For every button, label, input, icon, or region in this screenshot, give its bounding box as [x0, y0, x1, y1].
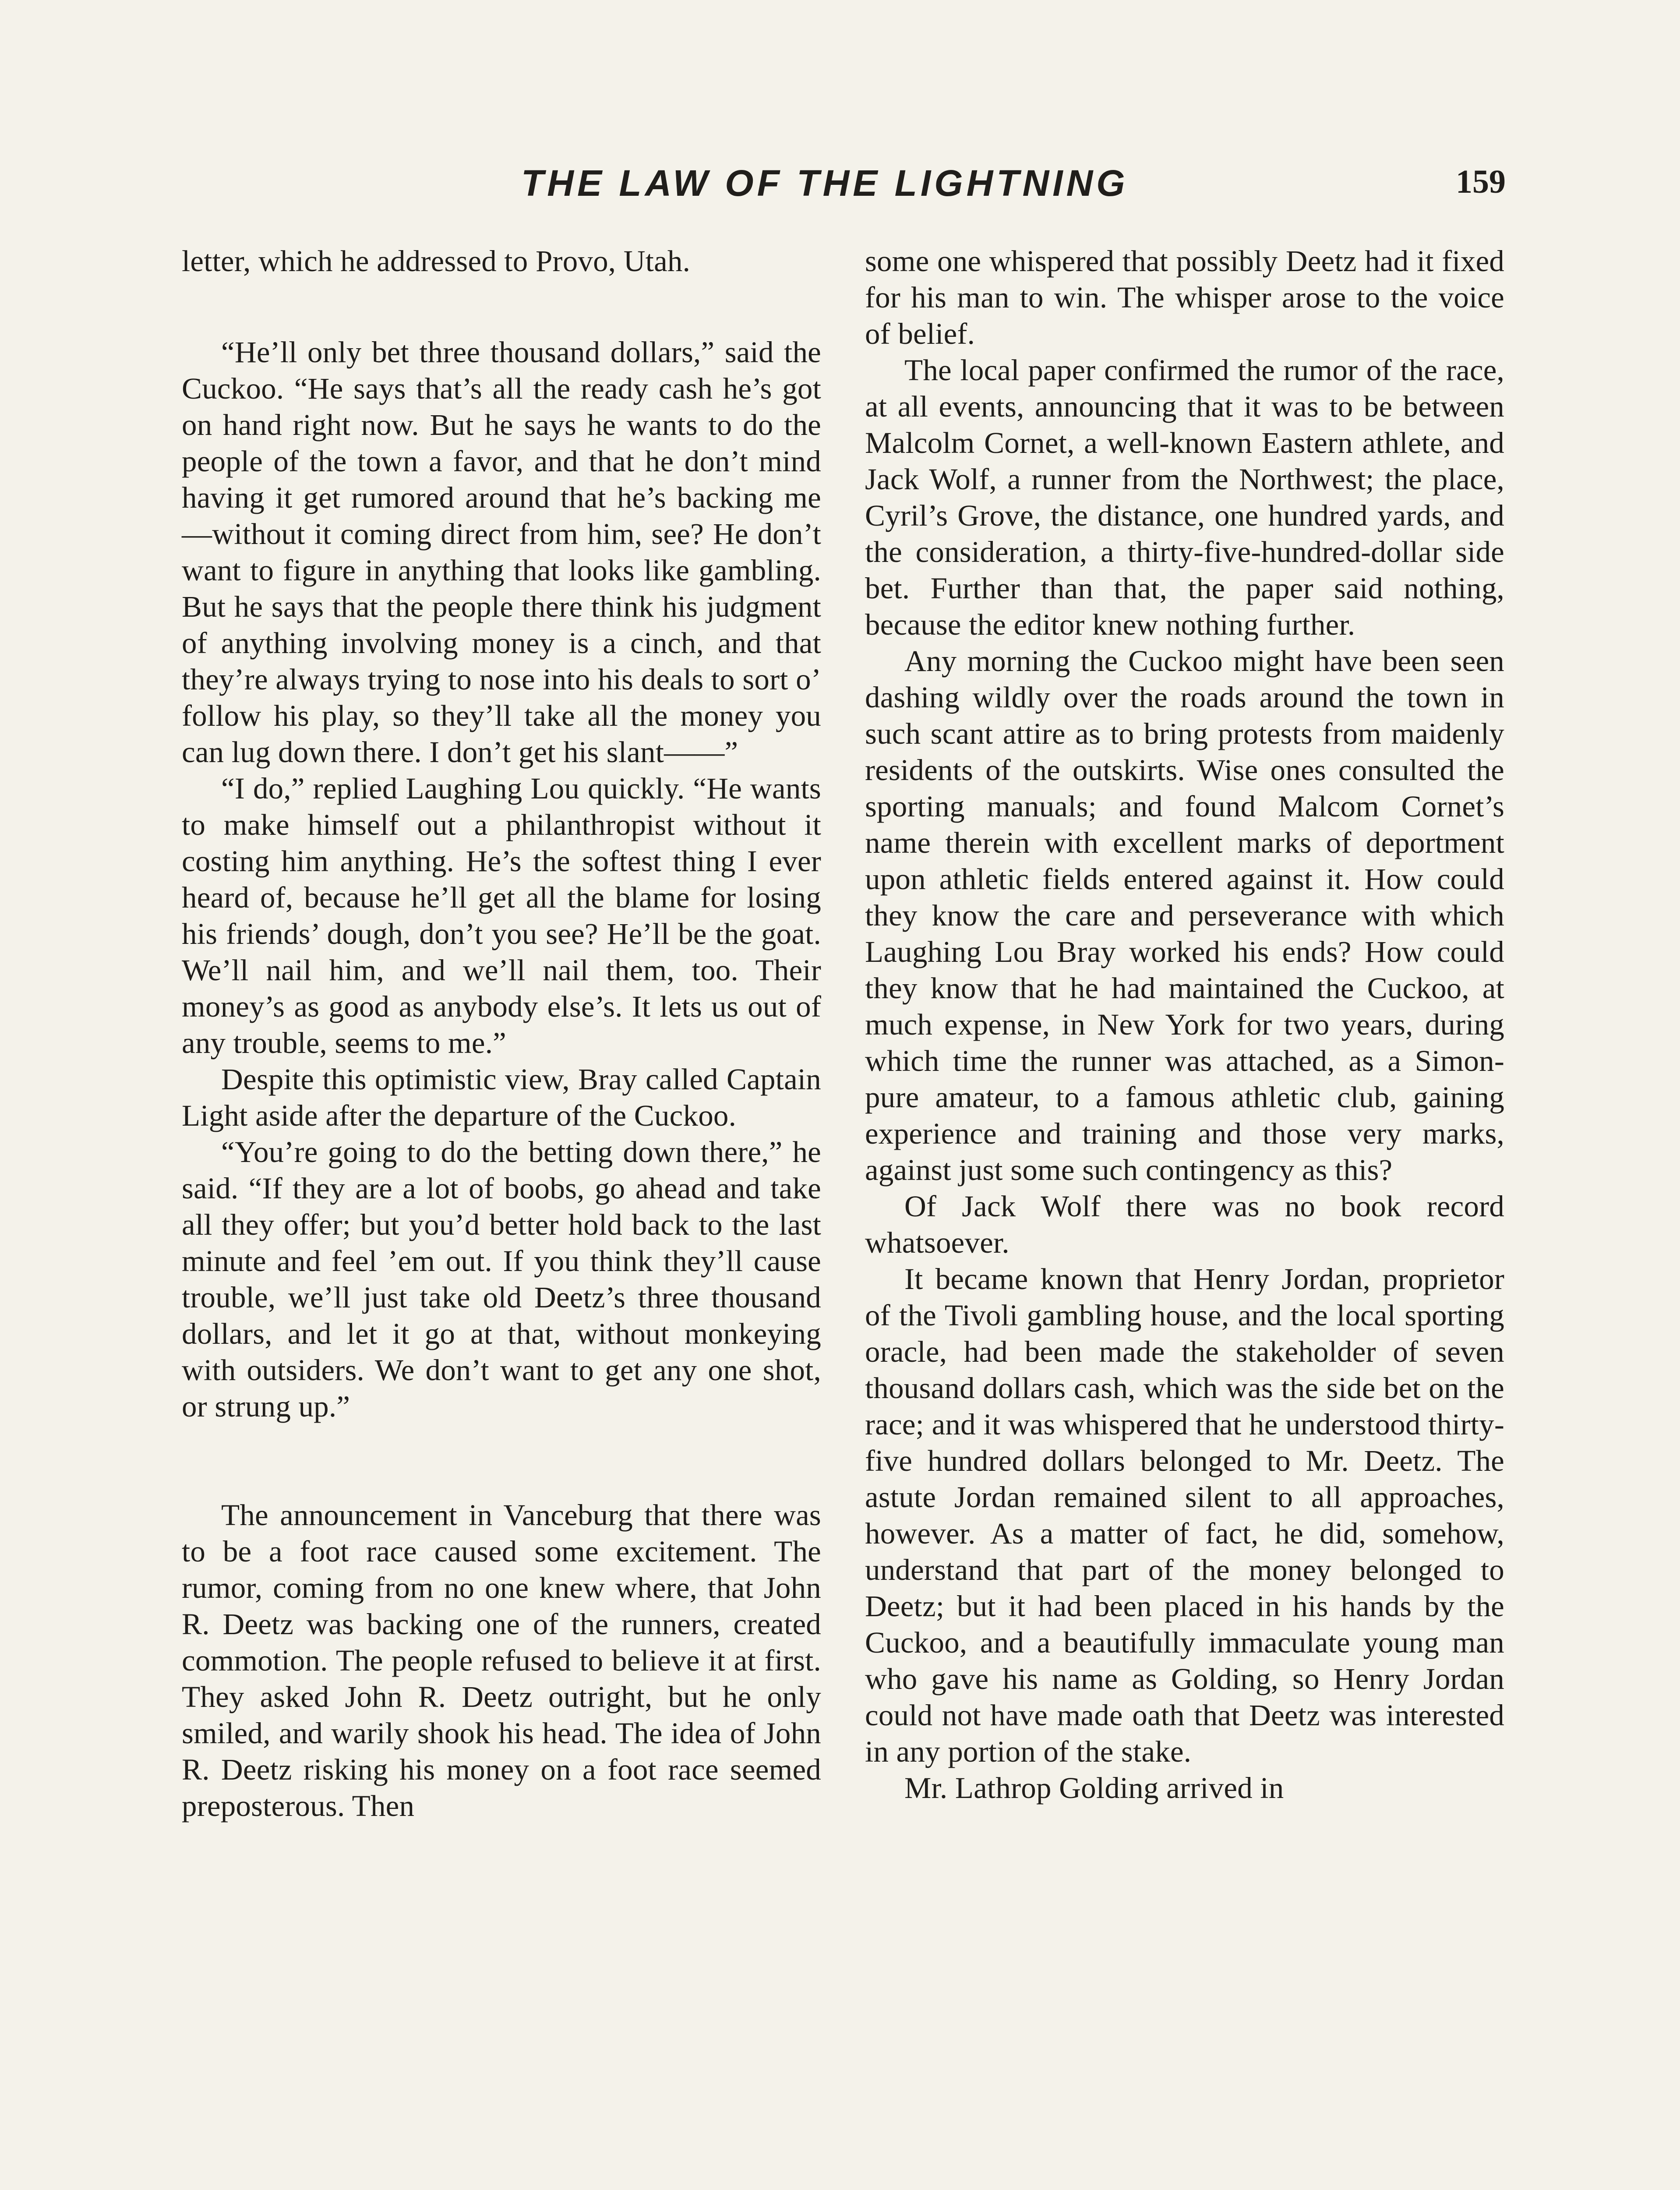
paragraph: The local paper confirmed the rumor of the race, at all events, announcing that it was to be between Malcolm Cornet, a well-known Eastern athlete, and Jack Wolf, a runner from the Northwest; the place, Cyril’s Grove, the distance, one hundred yards, and the consideration, a thirty-five-hundred-dollar side bet. Further than that, the paper said nothing, because the editor knew nothing further. — [865, 353, 1504, 641]
paragraph: Any morning the Cuckoo might have been seen dashing wildly over the roads around the town in such scant attire as to bring protests from maidenly residents of the outskirts. Wise ones consulted the sporting manuals; and found Malcom Cornet’s name therein with excellent marks of deportment upon athletic fields entered against it. How could they know the care and perseverance with which Laughing Lou Bray worked his ends? How could they know that he had maintained the Cuckoo, at much expense, in New York for two years, during which time the runner was attached, as a Simon-pure amateur, to a famous athletic club, gaining experience and training and those very marks, against just some such contingency as this? — [865, 644, 1504, 1187]
paragraph: “I do,” replied Laughing Lou quickly. “He wants to make himself out a philanthropist without it costing him anything. He’s the softest thing I ever heard of, because he’ll get all the blame for losing his friends’ dough, don’t you see? He’ll be the goat. We’ll nail him, and we’ll nail them, too. Their money’s as good as anybody else’s. It lets us out of any trouble, seems to me.” — [182, 772, 821, 1060]
running-title: THE LAW OF THE LIGHTNING — [521, 162, 1129, 204]
paragraph: “He’ll only bet three thousand dollars,” said the Cuckoo. “He says that’s all the ready cash he’s got on hand right now. But he says he wants to do the people of the town a favor, and that he don’t mind having it get rumored around that he’s backing me—without it coming direct from him, see? He don’t want to figure in anything that looks like gambling. But he says that the people there think his judgment of anything involving money is a cinch, and that they’re always trying to nose into his deals to sort o’ follow his play, so they’ll take all the money you can lug down there. I don’t get his slant——” — [182, 336, 821, 769]
paragraph: Despite this optimistic view, Bray called Captain Light aside after the departure of the Cuckoo. — [182, 1063, 821, 1132]
paragraph: It became known that Henry Jordan, proprietor of the Tivoli gambling house, and the local sporting oracle, had been made the stakeholder of seven thousand dollars cash, which was the side bet on the race; and it was whispered that he understood thirty-five hundred dollars belonged to Mr. Deetz. The astute Jordan remained silent to all approaches, however. As a matter of fact, he did, somehow, understand that part of the money belonged to Deetz; but it had been placed in his hands by the Cuckoo, and a beautifully immaculate young man who gave his name as Golding, so Henry Jordan could not have made oath that Deetz was interested in any portion of the stake. — [865, 1262, 1504, 1768]
paragraph: The announcement in Vanceburg that there was to be a foot race caused some excitement. The rumor, coming from no one knew where, that John R. Deetz was backing one of the runners, created commotion. The people refused to believe it at first. They asked John R. Deetz outright, but he only smiled, and warily shook his head. The idea of John R. Deetz risking his money on a foot race seemed preposterous. Then — [182, 1498, 821, 1823]
page-number: 159 — [1456, 163, 1506, 200]
paragraph: “You’re going to do the betting down there,” he said. “If they are a lot of boobs, go ahead and take all they offer; but you’d better hold back to the last minute and feel ’em out. If you think they’ll cause trouble, we’ll just take old Deetz’s three thousand dollars, and let it go at that, without monkeying with outsiders. We don’t want to get any one shot, or strung up.” — [182, 1135, 821, 1423]
page-header — [521, 162, 1506, 215]
paragraph: Mr. Lathrop Golding arrived in — [904, 1771, 1284, 1805]
right-column — [865, 243, 1504, 1806]
paragraph: letter, which he addressed to Provo, Utah. — [182, 244, 691, 278]
paragraph: Of Jack Wolf there was no book record whatsoever. — [865, 1190, 1504, 1259]
left-column — [182, 243, 821, 1824]
paragraph: some one whispered that possibly Deetz had it fixed for his man to win. The whisper arose to the voice of belief. — [865, 244, 1504, 350]
